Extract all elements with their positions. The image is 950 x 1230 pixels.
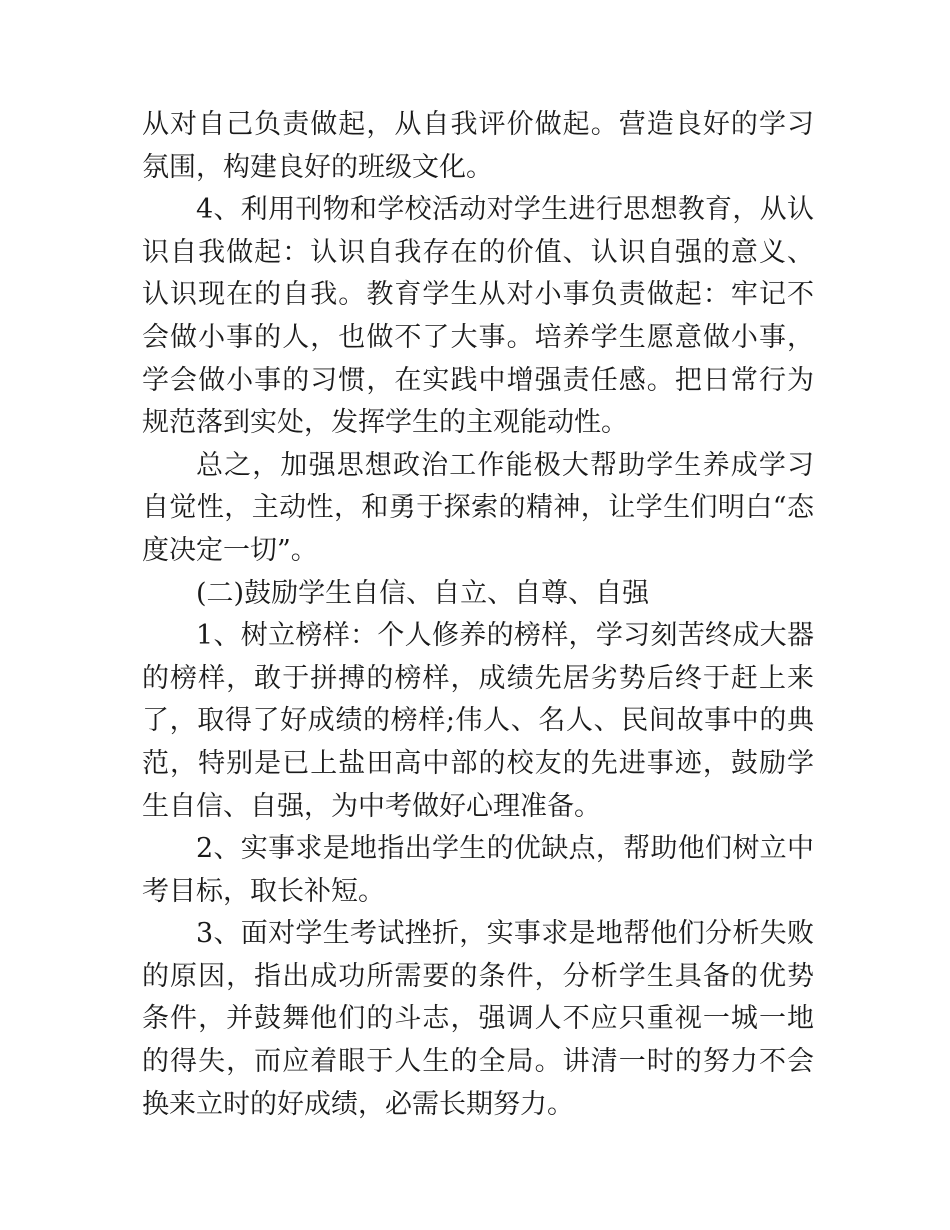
paragraph-3: 总之，加强思想政治工作能极大帮助学生养成学习自觉性，主动性，和勇于探索的精神，让学生们明白“态度决定一切”。 xyxy=(142,449,814,566)
section-heading: (二)鼓励学生自信、自立、自尊、自强 xyxy=(196,577,650,609)
document-page xyxy=(142,104,814,1126)
paragraph-1: 从对自己负责做起，从自我评价做起。营造良好的学习氛围，构建良好的班级文化。 xyxy=(142,109,814,183)
paragraph-6: 3、面对学生考试挫折，实事求是地帮他们分析失败的原因，指出成功所需要的条件，分析学生具备的优势条件，并鼓舞他们的斗志，强调人不应只重视一城一地的得失，而应着眼于人生的全局。讲清一时的努力不会换来立时的好成绩，必需长期努力。 xyxy=(142,918,814,1120)
paragraph-5: 2、实事求是地指出学生的优缺点，帮助他们树立中考目标，取长补短。 xyxy=(142,833,814,907)
paragraph-4: 1、树立榜样：个人修养的榜样，学习刻苦终成大器的榜样，敢于拼搏的榜样，成绩先居劣势后终于赶上来了，取得了好成绩的榜样;伟人、名人、民间故事中的典范，特别是已上盐田高中部的校友的先进事迹，鼓励学生自信、自强，为中考做好心理准备。 xyxy=(142,620,814,822)
paragraph-2: 4、利用刊物和学校活动对学生进行思想教育，从认识自我做起：认识自我存在的价值、认识自强的意义、认识现在的自我。教育学生从对小事负责做起：牢记不会做小事的人，也做不了大事。培养学生愿意做小事，学会做小事的习惯，在实践中增强责任感。把日常行为规范落到实处，发挥学生的主观能动性。 xyxy=(142,194,814,439)
